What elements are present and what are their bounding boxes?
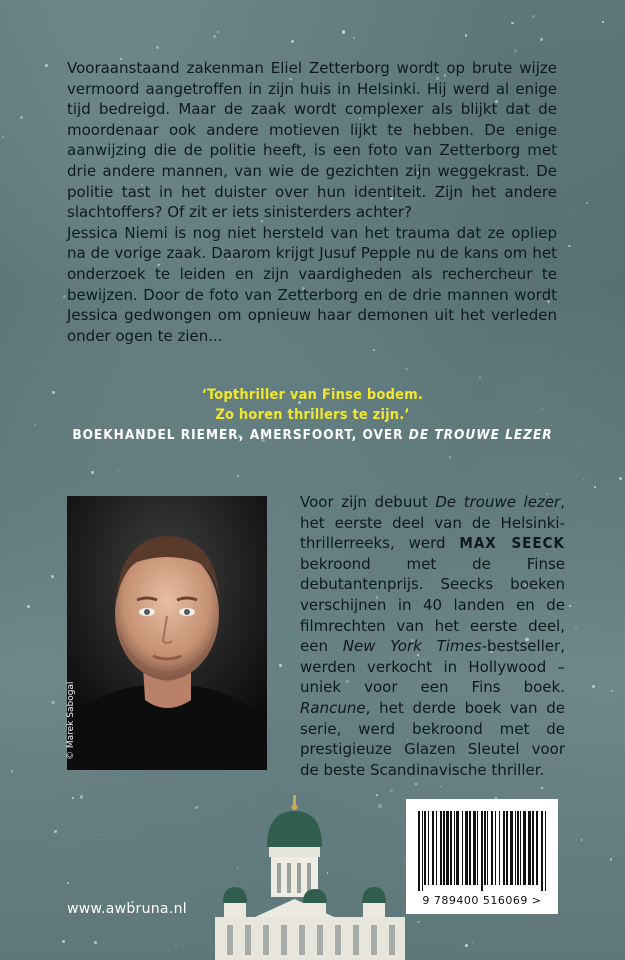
snowflake bbox=[611, 690, 612, 691]
snowflake bbox=[54, 830, 57, 833]
snowflake bbox=[540, 38, 543, 41]
barcode-bar bbox=[487, 811, 488, 885]
snowflake bbox=[514, 49, 517, 52]
snowflake bbox=[94, 941, 97, 944]
barcode-bar bbox=[446, 811, 449, 885]
bio-text-3: bekroond met de Finse debutantenprijs. Seecks boeken verschijnen in 40 landen en de filmrechten van het eerste deel, een bbox=[300, 554, 565, 656]
barcode-bar bbox=[465, 811, 468, 885]
snowflake bbox=[575, 627, 577, 629]
snowflake bbox=[237, 475, 239, 477]
snowflake bbox=[217, 31, 219, 33]
snowflake bbox=[465, 34, 468, 37]
bio-text-1: Voor zijn debuut bbox=[300, 493, 436, 511]
barcode-bar bbox=[422, 811, 423, 891]
author-bio bbox=[300, 492, 565, 780]
snowflake bbox=[175, 945, 177, 947]
synopsis-paragraph-1: Vooraanstaand zakenman Eliel Zetterborg wordt op brute wijze vermoord aangetroffen in zijn huis in Helsinki. Hij werd al enige tijd bedreigd. Maar de zaak wordt complexer als blijkt dat de moordenaar ook andere motieven lijkt te hebben. De enige aanwijzing die de politie heeft, is een foto van Zetterborg met drie andere mannen, van wie de gezichten zijn weggekrast. De politie tast in het duister over hun identiteit. Zijn het andere slachtoffers? Of zit er iets sinisterders achter? bbox=[67, 59, 557, 222]
snowflake bbox=[405, 368, 408, 371]
snowflake bbox=[91, 471, 93, 473]
quote-source-title: DE TROUWE LEZER bbox=[408, 427, 553, 443]
barcode-bar bbox=[456, 811, 459, 885]
snowflake bbox=[415, 783, 417, 785]
snowflake bbox=[342, 30, 345, 33]
snowflake bbox=[610, 858, 612, 860]
author-portrait-image bbox=[67, 496, 267, 770]
barcode-bar bbox=[503, 811, 505, 885]
snowflake bbox=[586, 202, 588, 204]
snowflake bbox=[2, 136, 4, 138]
barcode-bar bbox=[462, 811, 463, 885]
barcode-bar bbox=[541, 811, 543, 891]
barcode-bar bbox=[454, 811, 455, 885]
snowflake bbox=[11, 770, 14, 773]
helsinki-cathedral-illustration bbox=[205, 795, 420, 960]
snowflake bbox=[440, 786, 441, 787]
snowflake bbox=[51, 575, 54, 578]
snowflake bbox=[449, 456, 451, 458]
snowflake bbox=[465, 944, 468, 947]
barcode-bar bbox=[545, 811, 546, 891]
snowflake bbox=[602, 21, 604, 23]
quote-line-2: Zo horen thrillers te zijn.’ bbox=[215, 407, 410, 423]
snowflake bbox=[195, 806, 198, 809]
barcode-bar bbox=[517, 811, 519, 885]
snowflake bbox=[569, 605, 571, 607]
snowflake bbox=[581, 839, 582, 840]
quote-source bbox=[0, 427, 625, 443]
barcode-bar bbox=[484, 811, 486, 885]
snowflake bbox=[72, 797, 74, 799]
snowflake bbox=[568, 212, 569, 213]
bio-book-title-3: Rancune bbox=[300, 698, 366, 717]
barcode-bar bbox=[495, 811, 496, 885]
snowflake bbox=[45, 64, 48, 67]
snowflake bbox=[213, 35, 216, 38]
snowflake bbox=[291, 40, 294, 43]
barcode-bar bbox=[515, 811, 516, 885]
snowflake bbox=[511, 22, 513, 24]
bio-text-4: -bestseller, werden verkocht in Hollywood – uniek voor een Fins boek. bbox=[300, 637, 565, 697]
snowflake bbox=[568, 245, 570, 247]
snowflake bbox=[353, 37, 354, 38]
snowflake bbox=[279, 664, 282, 667]
snowflake bbox=[583, 479, 585, 481]
snowflake bbox=[592, 685, 595, 688]
snowflake bbox=[67, 882, 68, 883]
snowflake bbox=[541, 787, 543, 789]
snowflake bbox=[156, 46, 159, 49]
synopsis-paragraph-2: Jessica Niemi is nog niet hersteld van het trauma dat ze opliep na de vorige zaak. Daarom krijgt Jusuf Pepple nu de kans om het onderzoek te leiden en zijn vaardigheden als rechercheur te bewijzen. Door de foto van Zetterborg en de drie mannen wordt Jessica gedwongen om opnieuw haar demonen uit het verleden onder ogen te zien... bbox=[67, 223, 557, 345]
snowflake bbox=[479, 377, 481, 379]
isbn-number: 9 789400 516069 > bbox=[422, 894, 542, 907]
barcode-bar bbox=[440, 811, 442, 885]
barcode-bar bbox=[499, 811, 500, 885]
barcode-bar bbox=[491, 811, 493, 885]
barcode-bar bbox=[473, 811, 476, 885]
snowflake bbox=[472, 942, 473, 943]
bio-text-5: , het derde boek van de serie, werd bekroond met de prestigieuze Glazen Sleutel voor de beste Scandinavische thriller. bbox=[300, 698, 565, 779]
photo-credit: © Marek Sabogal bbox=[66, 681, 76, 760]
barcode-bar bbox=[510, 811, 513, 885]
barcode-bar bbox=[436, 811, 437, 885]
snowflake bbox=[619, 477, 622, 480]
snowflake bbox=[532, 15, 535, 18]
review-quote bbox=[0, 385, 625, 425]
snowflake bbox=[80, 795, 83, 798]
bio-text-2: , het eerste deel van de Helsinki-thrillerreeks, werd bbox=[300, 493, 565, 553]
barcode-bar bbox=[432, 811, 434, 885]
publisher-website[interactable]: www.awbruna.nl bbox=[67, 901, 187, 917]
snowflake bbox=[27, 605, 30, 608]
barcode-bar bbox=[450, 811, 452, 885]
bio-author-name: MAX SEECK bbox=[459, 534, 565, 553]
snowflake bbox=[20, 116, 23, 119]
barcode-bar bbox=[520, 811, 521, 885]
snowflake bbox=[594, 486, 596, 488]
snowflake bbox=[118, 470, 119, 471]
snowflake bbox=[390, 789, 393, 792]
barcode-bar bbox=[424, 811, 426, 885]
bio-book-title-1: De trouwe lezer bbox=[435, 493, 561, 511]
barcode-bar bbox=[443, 811, 445, 885]
snowflake bbox=[98, 834, 99, 835]
barcode-bar bbox=[481, 811, 483, 891]
snowflake bbox=[51, 701, 54, 704]
snowflake bbox=[34, 361, 35, 362]
barcode-bar bbox=[477, 811, 478, 885]
barcode-bar bbox=[528, 811, 531, 885]
snowflake bbox=[578, 445, 579, 446]
snowflake bbox=[46, 843, 48, 845]
snowflake bbox=[62, 940, 65, 943]
author-photo bbox=[67, 496, 267, 770]
barcode-bar bbox=[532, 811, 534, 885]
quote-line-1: ‘Topthriller van Finse bodem. bbox=[201, 387, 424, 403]
barcode-bar bbox=[469, 811, 471, 885]
quote-source-prefix: BOEKHANDEL RIEMER, AMERSFOORT, OVER bbox=[72, 427, 409, 443]
snowflake bbox=[8, 7, 9, 8]
barcode-bar bbox=[506, 811, 508, 885]
bio-newspaper: New York Times bbox=[342, 637, 482, 656]
synopsis bbox=[67, 58, 557, 346]
snowflake bbox=[373, 349, 376, 352]
barcode-bar bbox=[418, 811, 420, 891]
barcode-bar bbox=[523, 811, 526, 885]
barcode-bar bbox=[536, 811, 538, 885]
snowflake bbox=[63, 295, 66, 298]
barcode-bar bbox=[428, 811, 429, 885]
